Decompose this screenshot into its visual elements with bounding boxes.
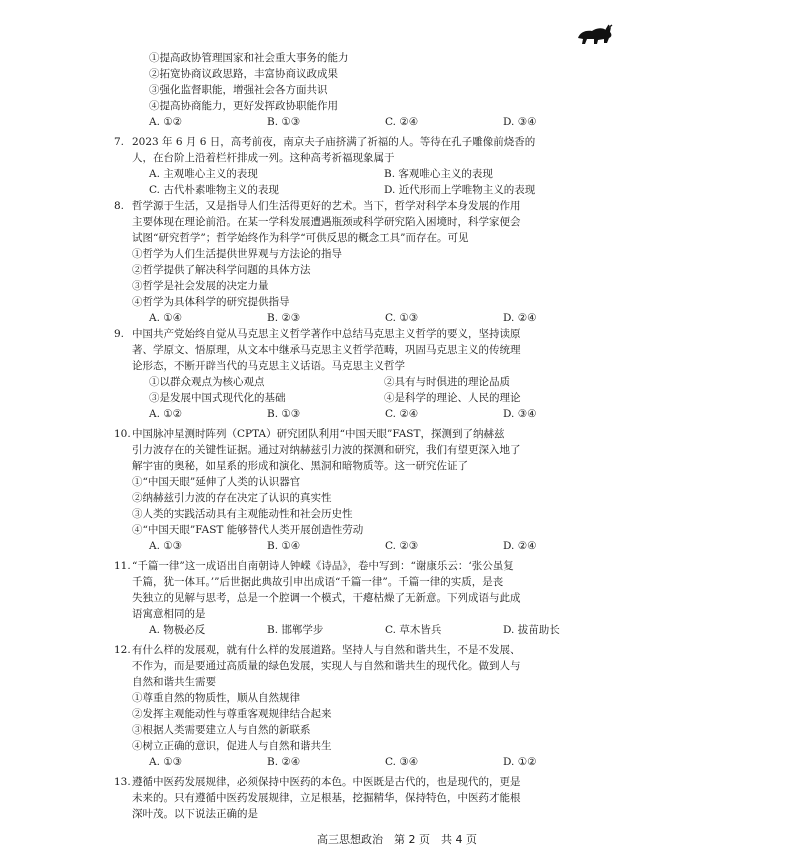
option-a: A. ①③ — [149, 756, 183, 768]
question-8 — [114, 198, 732, 214]
choice-item: ①提高政协管理国家和社会重大事务的能力 — [149, 52, 349, 64]
choice-item: ④树立正确的意识，促进人与自然和谐共生 — [132, 740, 332, 752]
option-d: D. ①② — [503, 756, 537, 768]
option-b: B. ①③ — [267, 408, 301, 420]
option-a: A. 主观唯心主义的表现 — [149, 168, 258, 180]
question-stem: 著、学原文、悟原理，从文本中继承马克思主义哲学范畴，巩固马克思主义的传统理 — [132, 344, 521, 356]
question-stem: 引力波存在的关键性证据。通过对纳赫兹引力波的探测和研究，我们有望更深入地了 — [132, 444, 521, 456]
answer-options — [132, 182, 732, 198]
option-b: B. ①④ — [267, 540, 301, 552]
question-stem: 主要体现在理论前沿。在某一学科发展遭遇瓶颈或科学研究陷入困境时，科学家便会 — [132, 216, 521, 228]
question-stem: 失独立的见解与思考，总是一个腔调一个模式，干瘪枯燥了无新意。下列成语与此成 — [132, 592, 521, 604]
question-7 — [114, 134, 732, 150]
option-d: D. ③④ — [503, 116, 537, 128]
choice-item: ①哲学为人们生活提供世界观与方法论的指导 — [132, 248, 342, 260]
question-stem: “千篇一律”这一成语出自南朝诗人钟嵘《诗品》，卷中写到：“谢康乐云：‘张公虽复 — [132, 560, 514, 572]
choice-item: ③强化监督职能，增强社会各方面共识 — [149, 84, 328, 96]
answer-options — [132, 754, 732, 770]
option-c: C. ②④ — [385, 116, 419, 128]
option-a: A. ①④ — [149, 312, 183, 324]
exam-page — [114, 50, 732, 822]
question-stem: 未来的。只有遵循中医药发展规律，立足根基，挖掘精华，保持特色，中医药才能根 — [132, 792, 521, 804]
question-stem: 论形态，不断开辟当代的马克思主义话语。马克思主义哲学 — [132, 360, 405, 372]
answer-options — [132, 310, 732, 326]
option-d: D. 近代形而上学唯物主义的表现 — [384, 184, 536, 196]
question-stem: 有什么样的发展观，就有什么样的发展道路。坚持人与自然和谐共生，不是不发展、 — [132, 644, 521, 656]
choice-item: ④提高协商能力，更好发挥政协职能作用 — [149, 100, 338, 112]
question-stem: 自然和谐共生需要 — [132, 676, 216, 688]
option-a: A. ①③ — [149, 540, 183, 552]
choice-item: ②发挥主观能动性与尊重客观规律结合起来 — [132, 708, 332, 720]
question-stem: 人，在台阶上沿着栏杆排成一列。这种高考祈福现象属于 — [132, 152, 395, 164]
bull-logo-icon — [576, 24, 614, 46]
question-stem: 千篇，犹一体耳。’”后世据此典故引申出成语“千篇一律”。千篇一律的实质，是丧 — [132, 576, 504, 588]
question-number: 10. — [114, 428, 131, 440]
option-a: A. 物极必反 — [149, 624, 206, 636]
answer-options — [132, 114, 732, 130]
choice-item: ④是科学的理论、人民的理论 — [384, 392, 521, 404]
question-stem: 哲学源于生活，又是指导人们生活得更好的艺术。当下，哲学对科学本身发展的作用 — [132, 200, 521, 212]
option-b: B. 客观唯心主义的表现 — [384, 168, 493, 180]
option-c: C. ①③ — [385, 312, 419, 324]
choice-items-row — [132, 374, 732, 390]
option-c: C. 古代朴素唯物主义的表现 — [149, 184, 279, 196]
question-number: 13. — [114, 776, 131, 788]
option-c: C. ③④ — [385, 756, 419, 768]
choice-item: ③根据人类需要建立人与自然的新联系 — [132, 724, 311, 736]
question-stem: 试图“研究哲学”；哲学始终作为科学“可供反思的概念工具”而存在。可见 — [132, 232, 469, 244]
option-b: B. ②④ — [267, 756, 301, 768]
page-footer: 高三思想政治 第 2 页 共 4 页 — [317, 833, 477, 846]
option-b: B. ②③ — [267, 312, 301, 324]
question-11 — [114, 558, 732, 574]
option-a: A. ①② — [149, 116, 183, 128]
choice-item: ③人类的实践活动具有主观能动性和社会历史性 — [132, 508, 353, 520]
question-stem: 解宇宙的奥秘，如星系的形成和演化、黑洞和暗物质等。这一研究佐证了 — [132, 460, 468, 472]
question-stem: 遵循中医药发展规律，必须保持中医药的本色。中医既是古代的，也是现代的，更是 — [132, 776, 521, 788]
question-stem: 语寓意相同的是 — [132, 608, 206, 620]
choice-item: ①以群众观点为核心观点 — [149, 376, 265, 388]
choice-item: ①“中国天眼”延伸了人类的认识器官 — [132, 476, 301, 488]
answer-options — [132, 406, 732, 422]
question-number: 7. — [114, 136, 125, 148]
question-number: 11. — [114, 560, 131, 572]
question-9 — [114, 326, 732, 342]
option-d: D. ③④ — [503, 408, 537, 420]
question-10 — [114, 426, 732, 442]
option-c: C. 草木皆兵 — [385, 624, 442, 636]
answer-options — [132, 166, 732, 182]
question-stem: 深叶茂。以下说法正确的是 — [132, 808, 258, 820]
answer-options — [132, 538, 732, 554]
question-number: 8. — [114, 200, 125, 212]
question-12 — [114, 642, 732, 658]
question-stem: 不作为，而是要通过高质量的绿色发展，实现人与自然和谐共生的现代化。做到人与 — [132, 660, 521, 672]
choice-item: ④哲学为具体科学的研究提供指导 — [132, 296, 290, 308]
choice-item: ④“中国天眼”FAST 能够替代人类开展创造性劳动 — [132, 524, 364, 536]
answer-options — [132, 622, 732, 638]
option-c: C. ②③ — [385, 540, 419, 552]
choice-item: ③哲学是社会发展的决定力量 — [132, 280, 269, 292]
question-stem: 2023 年 6 月 6 日，高考前夜，南京夫子庙挤满了祈福的人。等待在孔子雕像前烧香的 — [132, 136, 536, 148]
option-a: A. ①② — [149, 408, 183, 420]
question-stem: 中国共产党始终自觉从马克思主义哲学著作中总结马克思主义哲学的要义，坚持读原 — [132, 328, 521, 340]
question-number: 12. — [114, 644, 131, 656]
option-b: B. ①③ — [267, 116, 301, 128]
option-b: B. 邯郸学步 — [267, 624, 324, 636]
question-6 — [132, 50, 732, 114]
choice-item: ③是发展中国式现代化的基础 — [149, 392, 286, 404]
choice-item: ②哲学提供了解决科学问题的具体方法 — [132, 264, 311, 276]
option-d: D. ②④ — [503, 540, 537, 552]
question-stem: 中国脉冲星测时阵列（CPTA）研究团队利用“中国天眼”FAST，探测到了纳赫兹 — [132, 428, 505, 440]
choice-item: ②纳赫兹引力波的存在决定了认识的真实性 — [132, 492, 332, 504]
choice-item: ①尊重自然的物质性，顺从自然规律 — [132, 692, 300, 704]
option-d: D. 拔苗助长 — [503, 624, 560, 636]
choice-items-row — [132, 390, 732, 406]
choice-item: ②拓宽协商议政思路，丰富协商议政成果 — [149, 68, 338, 80]
question-number: 9. — [114, 328, 125, 340]
option-d: D. ②④ — [503, 312, 537, 324]
choice-item: ②具有与时俱进的理论品质 — [384, 376, 510, 388]
question-13 — [114, 774, 732, 790]
option-c: C. ②④ — [385, 408, 419, 420]
